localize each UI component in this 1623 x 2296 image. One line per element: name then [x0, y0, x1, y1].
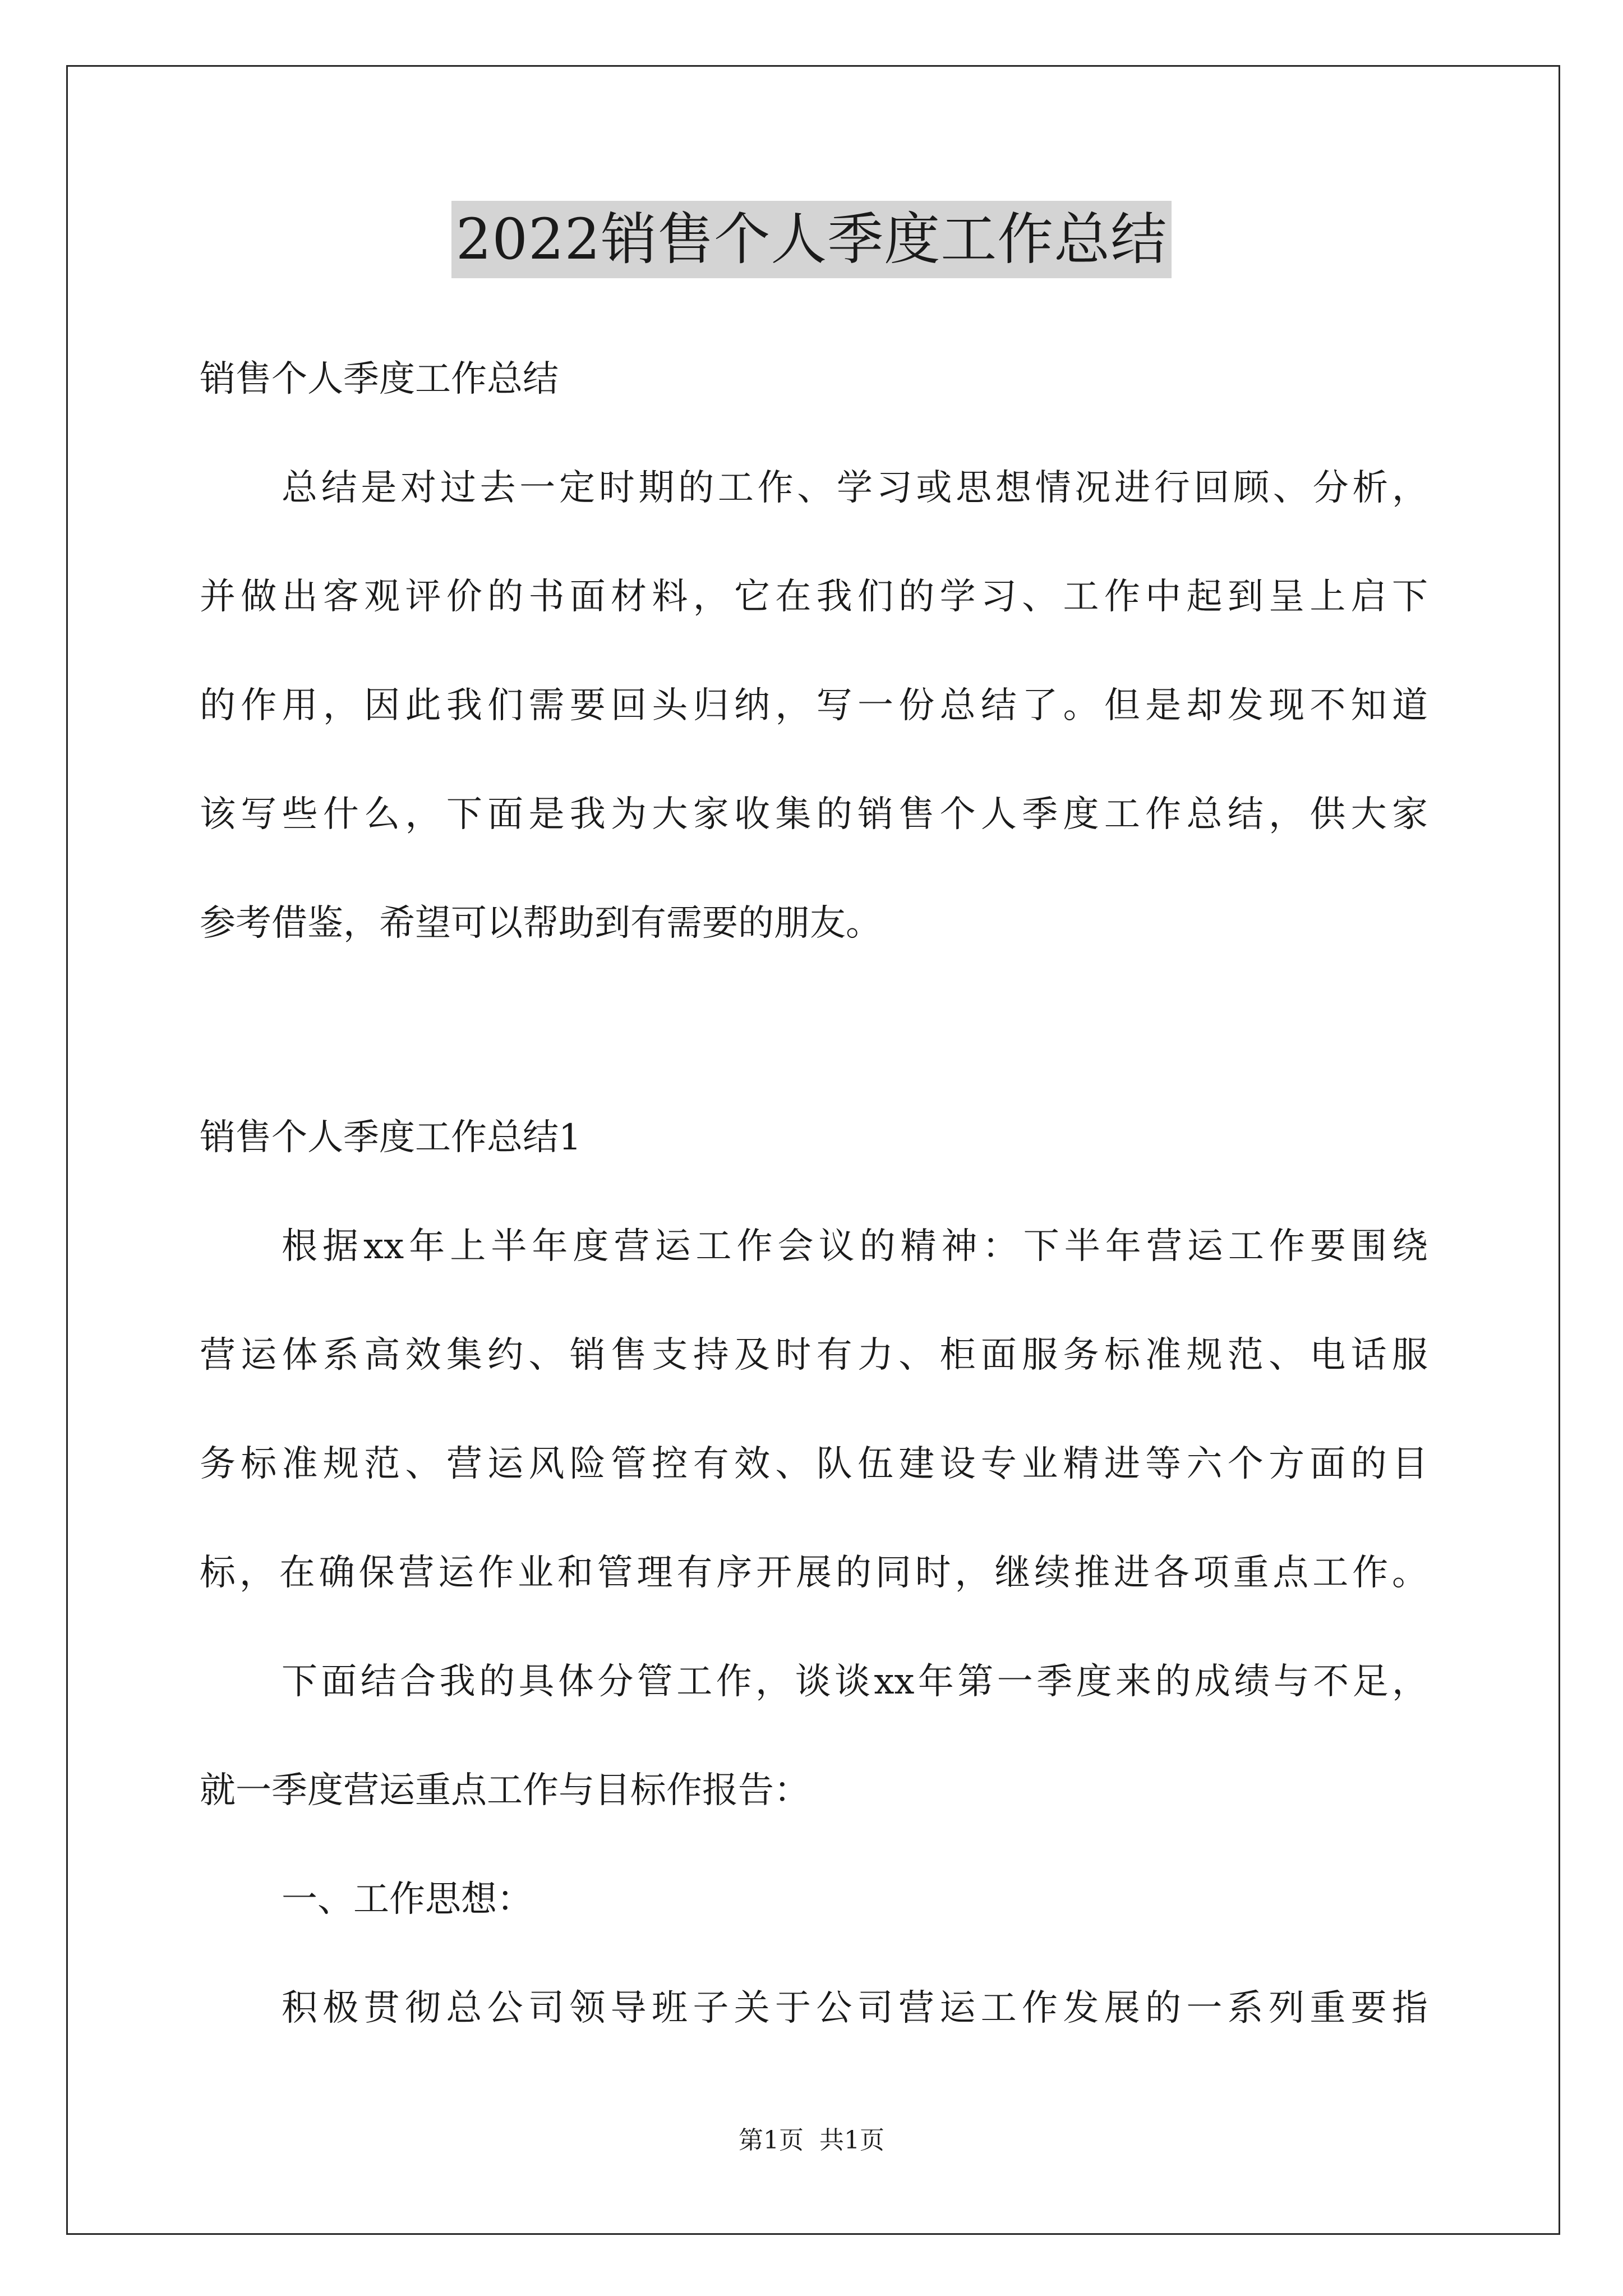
section-line-3: 务标准规范、营运风险管控有效、队伍建设专业精进等六个方面的目 [200, 1443, 1428, 1485]
intro-line-1: 总结是对过去一定时期的工作、学习或思想情况进行回顾、分析， [282, 467, 1428, 509]
intro-line-5: 参考借鉴，希望可以帮助到有需要的朋友。 [200, 903, 882, 944]
section-line-1: 根据xx年上半年度营运工作会议的精神：下半年营运工作要围绕 [282, 1226, 1428, 1267]
page-number: 第1页 [739, 2126, 804, 2155]
section-line-4: 标，在确保营运作业和管理有序开展的同时，继续推进各项重点工作。 [200, 1552, 1428, 1594]
document-title: 2022销售个人季度工作总结 [451, 201, 1172, 278]
section-line-7: 一、工作思想： [282, 1879, 533, 1920]
section-line-8: 积极贯彻总公司领导班子关于公司营运工作发展的一系列重要指 [282, 1987, 1428, 2029]
title-container [0, 201, 1623, 278]
intro-line-4: 该写些什么，下面是我为大家收集的销售个人季度工作总结，供大家 [200, 794, 1428, 835]
section-line-6: 就一季度营运重点工作与目标作报告： [200, 1770, 810, 1811]
page-total: 共1页 [819, 2126, 884, 2155]
page-footer [0, 2124, 1623, 2157]
intro-line-3: 的作用，因此我们需要回头归纳，写一份总结了。但是却发现不知道 [200, 685, 1428, 726]
section-heading: 销售个人季度工作总结1 [200, 1117, 582, 1158]
section-line-2: 营运体系高效集约、销售支持及时有力、柜面服务标准规范、电话服 [200, 1335, 1428, 1376]
document-subtitle: 销售个人季度工作总结 [200, 358, 559, 400]
section-line-5: 下面结合我的具体分管工作，谈谈xx年第一季度来的成绩与不足， [282, 1661, 1428, 1703]
intro-line-2: 并做出客观评价的书面材料，它在我们的学习、工作中起到呈上启下 [200, 576, 1428, 618]
